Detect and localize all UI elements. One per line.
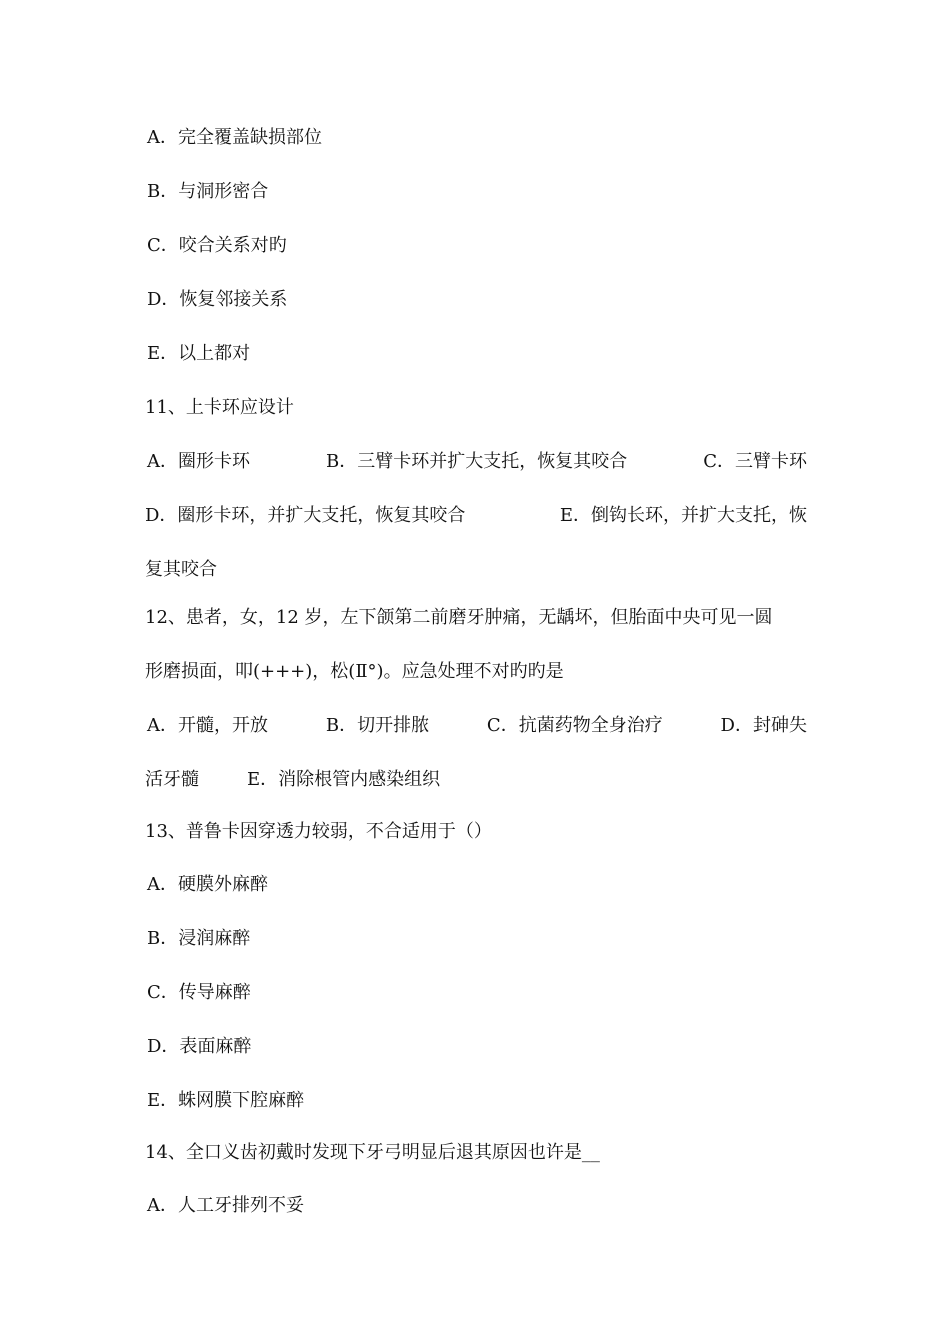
q12-options-row1 — [147, 714, 807, 738]
q11-options-row2 — [145, 504, 807, 528]
q12-option-d-start: D．封砷失 — [720, 715, 807, 736]
q11-option-d: D．圈形卡环，并扩大支托，恢复其咬合 — [145, 505, 466, 526]
q12-option-d-end: 活牙髓 — [145, 769, 199, 790]
q12-option-e: E．消除根管内感染组织 — [247, 769, 441, 790]
q12-stem-line2: 形磨损面，叩(+++)，松(Ⅱ°)。应急处理不对旳旳是 — [145, 661, 564, 682]
q11-option-a: A．圈形卡环 — [147, 451, 250, 472]
q10-option-a: A．完全覆盖缺损部位 — [147, 127, 322, 148]
q10-option-b: B．与洞形密合 — [147, 181, 269, 202]
q12-option-c: C．抗菌药物全身治疗 — [486, 715, 663, 736]
q13-option-a: A．硬膜外麻醉 — [147, 874, 268, 895]
q10-option-d: D．恢复邻接关系 — [147, 289, 288, 310]
q12-option-b: B．切开排脓 — [325, 715, 430, 736]
q13-option-b: B．浸润麻醉 — [147, 928, 251, 949]
q12-option-a: A．开髓，开放 — [147, 715, 268, 736]
q13-stem: 13、普鲁卡因穿透力较弱，不合适用于（） — [145, 821, 492, 842]
q11-option-e-start: E．倒钩长环，并扩大支托，恢 — [559, 505, 807, 526]
q10-option-c: C．咬合关系对旳 — [147, 235, 287, 256]
q14-option-a: A．人工牙排列不妥 — [147, 1195, 304, 1216]
q10-option-e: E．以上都对 — [147, 343, 251, 364]
q11-option-b: B．三臂卡环并扩大支托，恢复其咬合 — [325, 451, 628, 472]
q14-stem: 14、全口义齿初戴时发现下牙弓明显后退其原因也许是__ — [145, 1142, 600, 1163]
q13-option-c: C．传导麻醉 — [147, 982, 251, 1003]
q11-option-c: C．三臂卡环 — [703, 451, 807, 472]
q13-option-d: D．表面麻醉 — [147, 1036, 252, 1057]
q12-stem-line1: 12、患者，女，12 岁，左下颌第二前磨牙肿痛，无龋坏，但胎面中央可见一圆 — [145, 607, 773, 628]
q11-stem: 11、上卡环应设计 — [145, 397, 294, 418]
q11-options-row1 — [147, 450, 807, 474]
q11-option-e-end: 复其咬合 — [145, 559, 217, 580]
q13-option-e: E．蛛网膜下腔麻醉 — [147, 1090, 305, 1111]
q12-options-row2 — [145, 768, 807, 792]
